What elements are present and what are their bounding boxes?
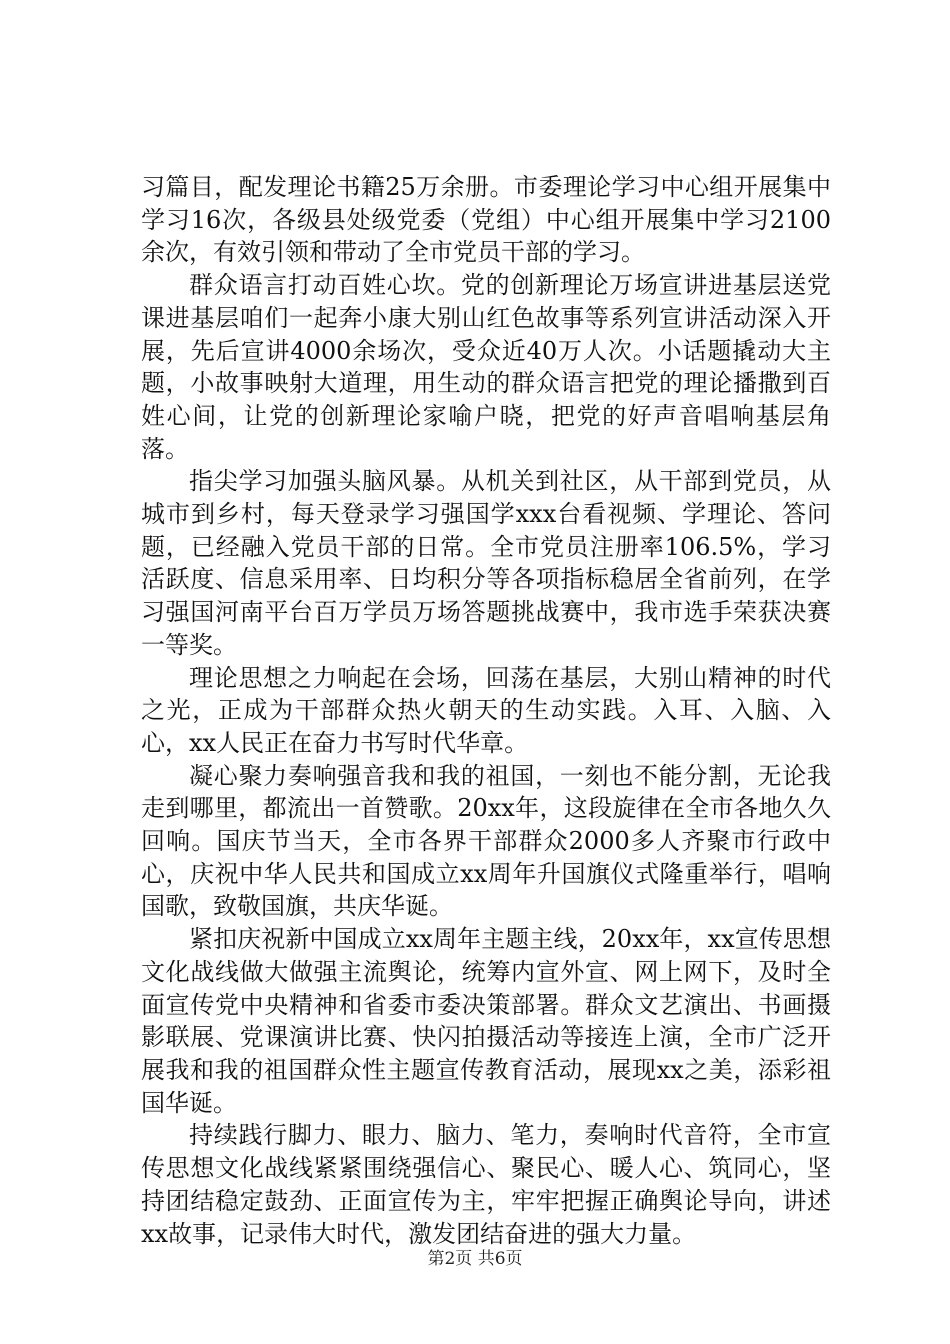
paragraph: 紧扣庆祝新中国成立xx周年主题主线，20xx年，xx宣传思想文化战线做大做强主流舆论，统筹内宣外宣、网上网下，及时全面宣传党中央精神和省委市委决策部署。群众文艺演出、书画摄影联展、党课演讲比赛、快闪拍摄活动等接连上演，全市广泛开展我和我的祖国群众性主题宣传教育活动，展现xx之美，添彩祖国华诞。 — [141, 925, 831, 1117]
paragraph: 持续践行脚力、眼力、脑力、笔力，奏响时代音符，全市宣传思想文化战线紧紧围绕强信心、聚民心、暖人心、筑同心，坚持团结稳定鼓劲、正面宣传为主，牢牢把握正确舆论导向，讲述xx故事，记录伟大时代，激发团结奋进的强大力量。 — [141, 1121, 831, 1248]
document-body — [141, 171, 831, 1250]
paragraph-continuation: 习篇目，配发理论书籍25万余册。市委理论学习中心组开展集中学习16次，各级县处级党委（党组）中心组开展集中学习2100余次，有效引领和带动了全市党员干部的学习。 — [141, 173, 831, 267]
paragraph: 凝心聚力奏响强音我和我的祖国，一刻也不能分割，无论我走到哪里，都流出一首赞歌。20xx年，这段旋律在全市各地久久回响。国庆节当天，全市各界干部群众2000多人齐聚市行政中心，庆祝中华人民共和国成立xx周年升国旗仪式隆重举行，唱响国歌，致敬国旗，共庆华诞。 — [141, 761, 831, 921]
paragraph: 群众语言打动百姓心坎。党的创新理论万场宣讲进基层送党课进基层咱们一起奔小康大别山红色故事等系列宣讲活动深入开展，先后宣讲4000余场次，受众近40万人次。小话题撬动大主题，小故事映射大道理，用生动的群众语言把党的理论播撒到百姓心间，让党的创新理论家喻户晓，把党的好声音唱响基层角落。 — [141, 271, 831, 463]
paragraph: 理论思想之力响起在会场，回荡在基层，大别山精神的时代之光，正成为干部群众热火朝天的生动实践。入耳、入脑、入心，xx人民正在奋力书写时代华章。 — [141, 663, 831, 757]
page-footer: 第2页 共6页 — [427, 1249, 523, 1269]
paragraph: 指尖学习加强头脑风暴。从机关到社区，从干部到党员，从城市到乡村，每天登录学习强国学xxx台看视频、学理论、答问题，已经融入党员干部的日常。全市党员注册率106.5%，学习活跃度、信息采用率、日均积分等各项指标稳居全省前列，在学习强国河南平台百万学员万场答题挑战赛中，我市选手荣获决赛一等奖。 — [141, 467, 831, 659]
